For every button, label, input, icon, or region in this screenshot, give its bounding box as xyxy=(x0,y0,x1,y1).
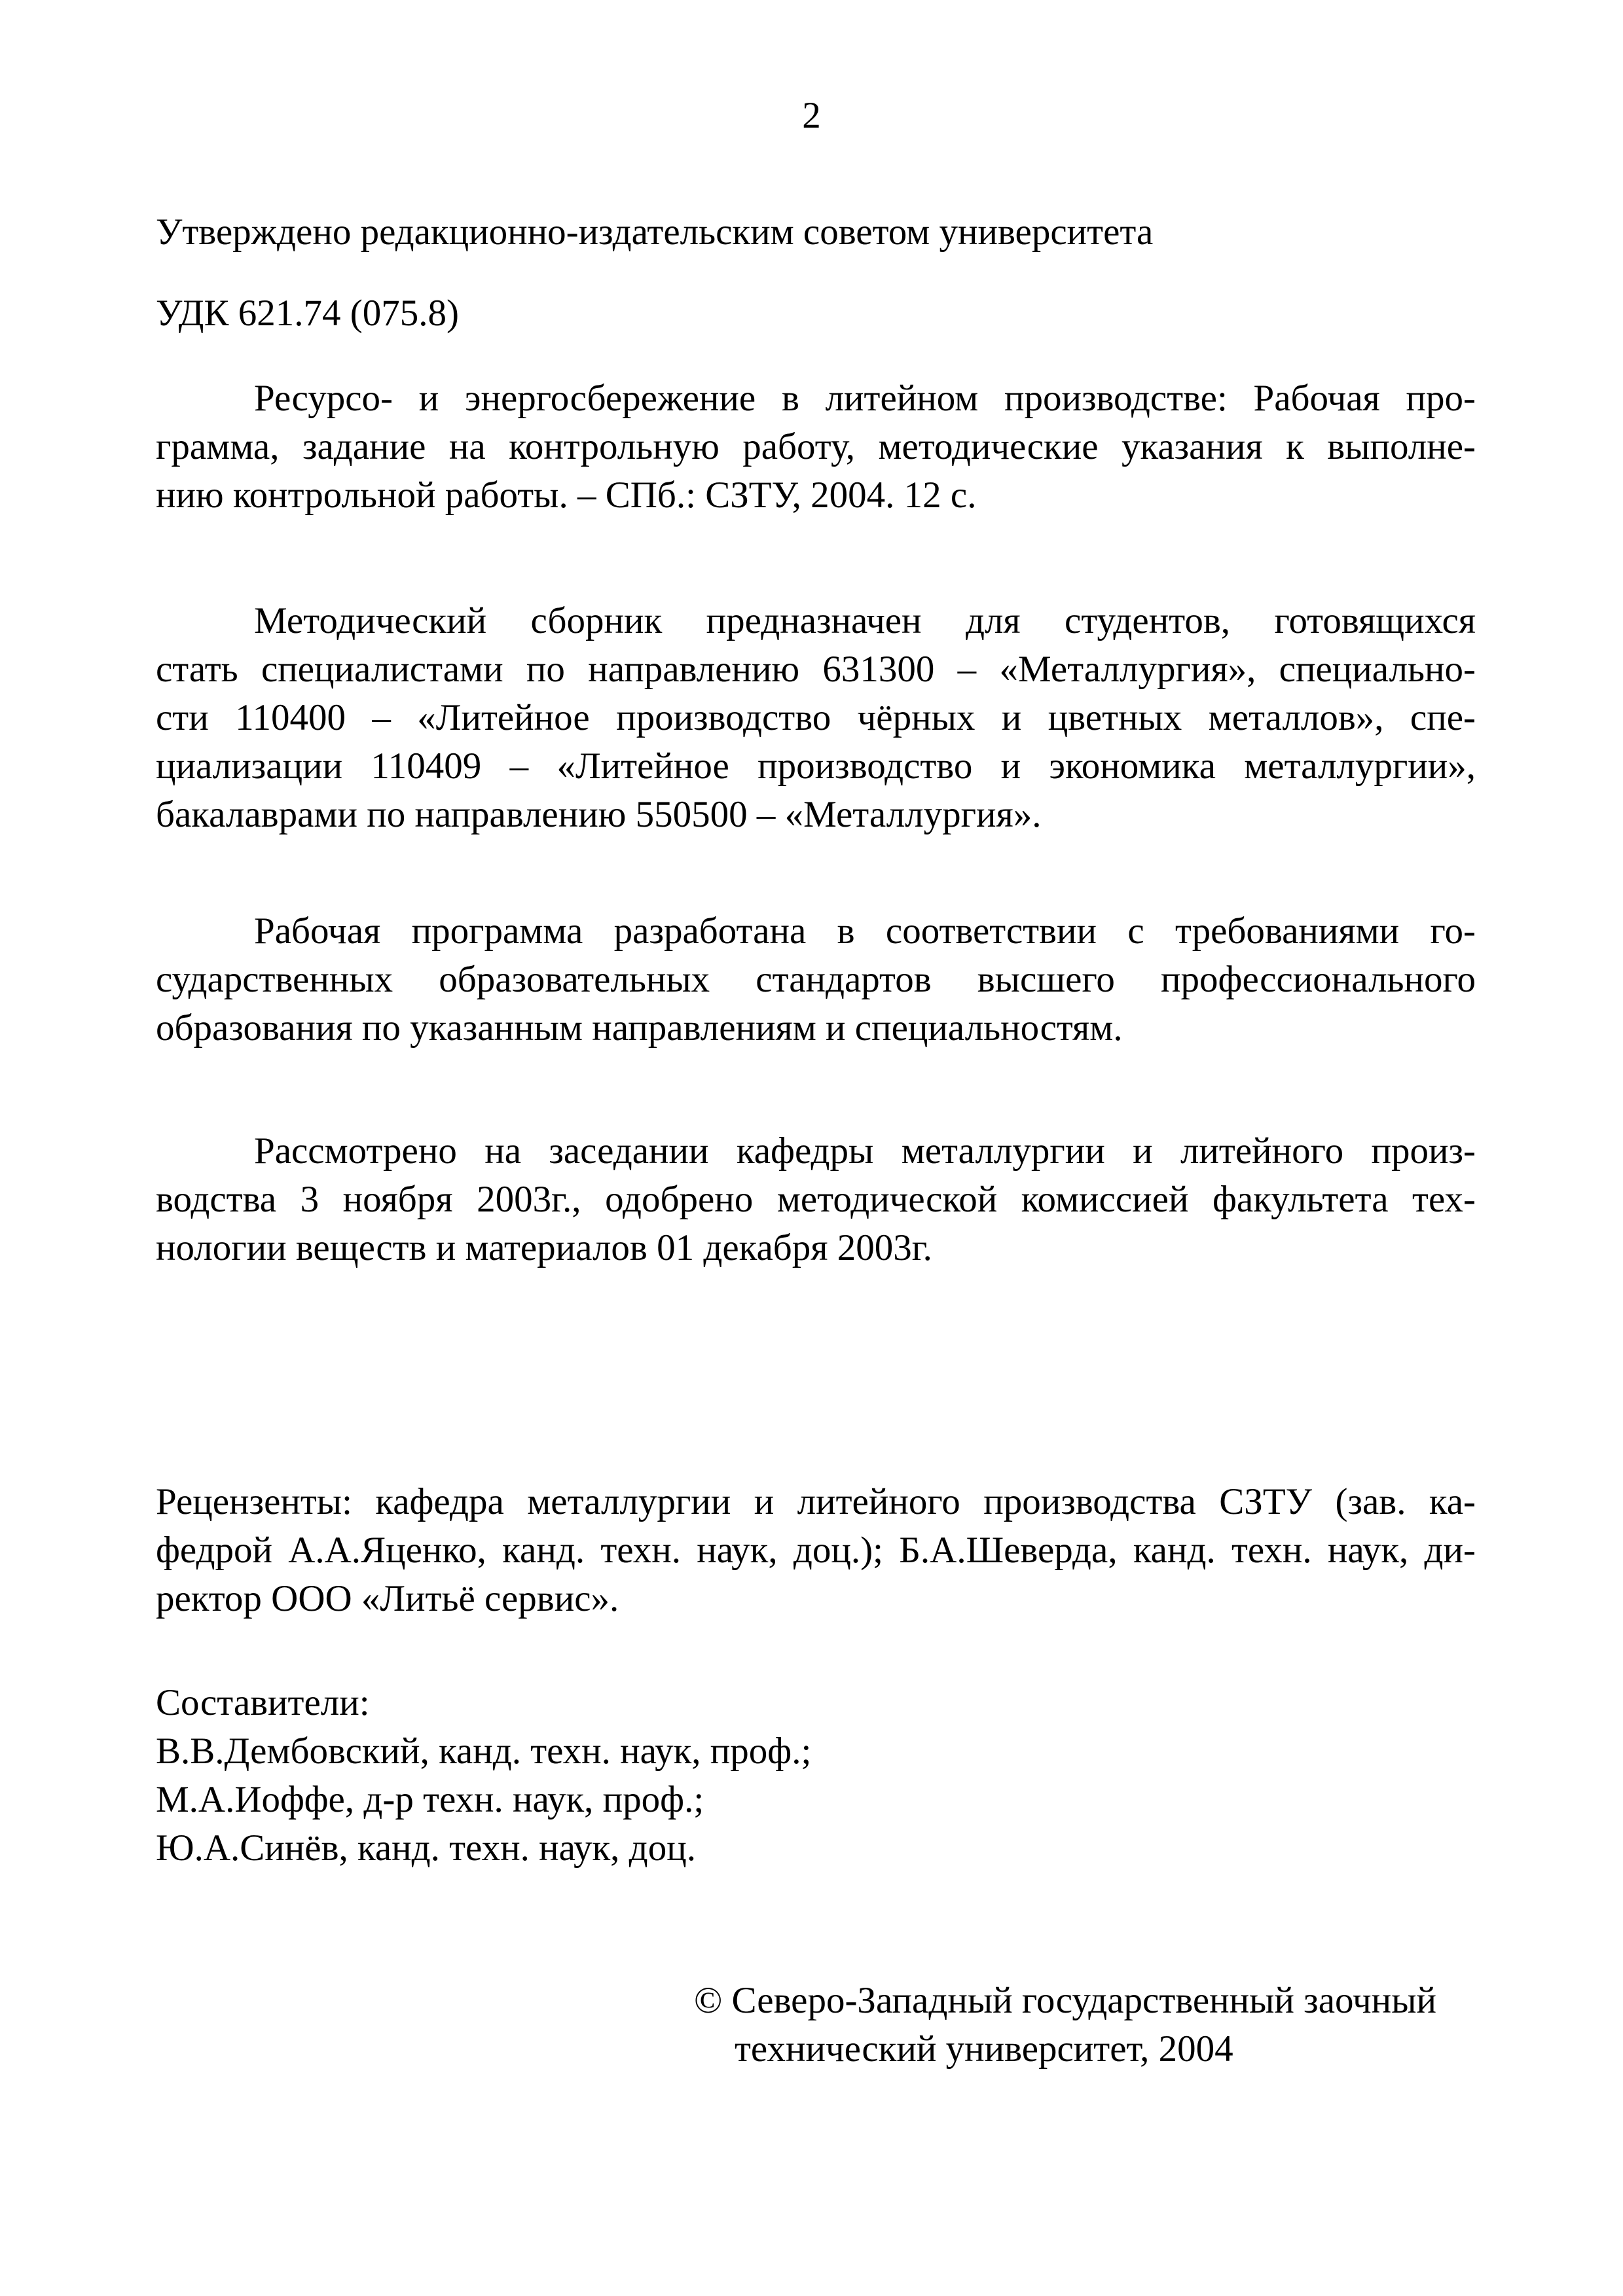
reviewers-line: Рецензенты: кафедра металлургии и литейного производства СЗТУ (зав. ка- xyxy=(156,1481,1476,1522)
reviewers-paragraph xyxy=(156,1478,1476,1623)
author-item: В.В.Дембовский, канд. техн. наук, проф.; xyxy=(156,1731,812,1772)
program-line: образования по указанным направлениям и специальностям. xyxy=(156,1007,1123,1049)
purpose-line: стать специалистами по направлению 631300 – «Металлургия», специально- xyxy=(156,649,1476,690)
program-line: сударственных образовательных стандартов высшего профессионального xyxy=(156,959,1476,1000)
approval-statement xyxy=(156,208,1476,257)
bibliographic-description xyxy=(156,374,1476,520)
purpose-paragraph xyxy=(156,597,1476,839)
approval-text: Утверждено редакционно-издательским советом университета xyxy=(156,211,1154,253)
review-line: водства 3 ноября 2003г., одобрено методической комиссией факультета тех- xyxy=(156,1179,1476,1220)
authors-section xyxy=(156,1679,1476,1873)
purpose-line: Методический сборник предназначен для студентов, готовящихся xyxy=(254,600,1476,641)
description-line: Ресурсо- и энергосбережение в литейном производстве: Рабочая про- xyxy=(254,378,1476,419)
udk-text: УДК 621.74 (075.8) xyxy=(156,293,459,334)
authors-heading: Составители: xyxy=(156,1682,370,1723)
review-line: нологии веществ и материалов 01 декабря 2003г. xyxy=(156,1227,932,1268)
program-line: Рабочая программа разработана в соответствии с требованиями го- xyxy=(254,910,1476,952)
copyright-line: технический университет, 2004 xyxy=(735,2028,1233,2070)
description-line: нию контрольной работы. – СПб.: СЗТУ, 2004. 12 с. xyxy=(156,475,977,516)
udk-classification xyxy=(156,289,1476,338)
review-line: Рассмотрено на заседании кафедры металлургии и литейного произ- xyxy=(254,1130,1476,1172)
purpose-line: бакалаврами по направлению 550500 – «Металлургия». xyxy=(156,794,1042,835)
purpose-line: циализации 110409 – «Литейное производство и экономика металлургии», xyxy=(156,745,1476,787)
copyright-line: © Северо-Западный государственный заочный xyxy=(694,1980,1436,2021)
page-number: 2 xyxy=(802,95,821,136)
copyright-notice xyxy=(694,1977,1480,2073)
reviewers-line: федрой А.А.Яценко, канд. техн. наук, доц.); Б.А.Шеверда, канд. техн. наук, ди- xyxy=(156,1530,1476,1571)
description-line: грамма, задание на контрольную работу, методические указания к выполне- xyxy=(156,426,1476,467)
author-item: М.А.Иоффе, д-р техн. наук, проф.; xyxy=(156,1779,704,1820)
author-item: Ю.А.Синёв, канд. техн. наук, доц. xyxy=(156,1827,696,1869)
review-paragraph xyxy=(156,1127,1476,1272)
program-paragraph xyxy=(156,907,1476,1052)
reviewers-line: ректор ООО «Литьё сервис». xyxy=(156,1578,619,1619)
purpose-line: сти 110400 – «Литейное производство чёрных и цветных металлов», спе- xyxy=(156,697,1476,738)
